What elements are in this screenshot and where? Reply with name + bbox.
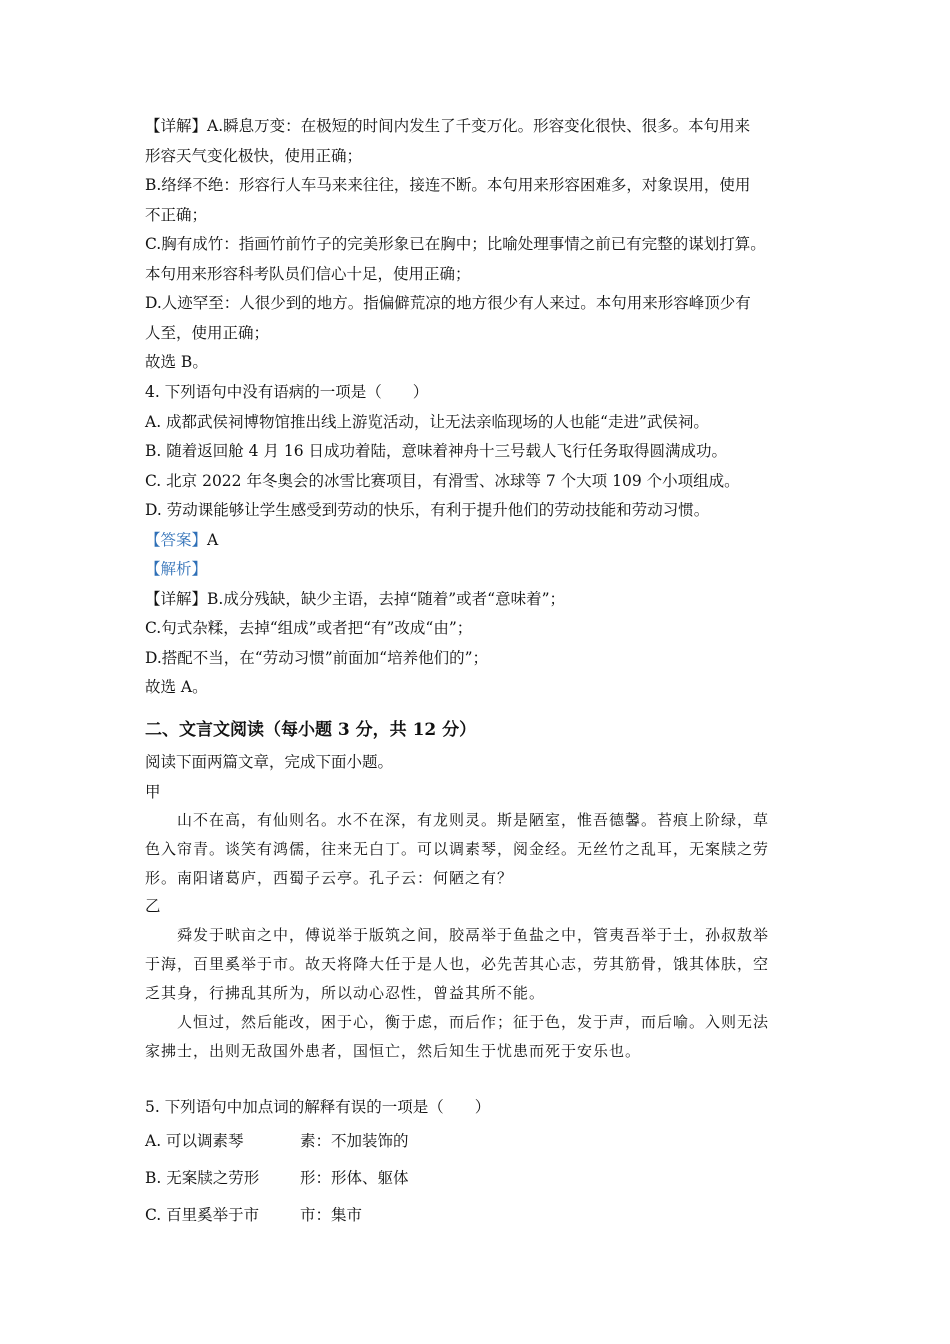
passage-jia (145, 806, 815, 893)
option-meaning: 形：形体、躯体 (300, 1168, 409, 1187)
passage-yi-label-block (145, 892, 815, 922)
option-b: B. 随着返回舱 4 月 16 日成功着陆，意味着神舟十三号载人飞行任务取得圆满成功。 (145, 442, 728, 460)
answer-label: 【答案】 (145, 530, 208, 549)
detail-line: 【详解】B.成分残缺，缺少主语，去掉“随着”或者“意味着”； (145, 589, 566, 608)
option-d: D. 劳动课能够让学生感受到劳动的快乐，有利于提升他们的劳动技能和劳动习惯。 (145, 501, 710, 519)
option-a: A. 成都武侯祠博物馆推出线上游览活动，让无法亲临现场的人也能“走进”武侯祠。 (145, 412, 709, 431)
detail-line: 故选 A。 (145, 678, 208, 696)
option-c: C. 北京 2022 年冬奥会的冰雪比赛项目，有滑雪、冰球等 7 个大项 109 个小项组成。 (145, 471, 740, 490)
question-4 (145, 378, 815, 703)
detail-line: D.搭配不当，在“劳动习惯”前面加“培养他们的”； (145, 648, 488, 667)
detail-line: C.句式杂糅，去掉“组成”或者把“有”改成“由”； (145, 619, 473, 637)
reading-instruction: 阅读下面两篇文章，完成下面小题。 (145, 753, 394, 771)
passage-jia-label: 甲 (145, 782, 161, 801)
option-meaning: 市：集市 (300, 1205, 363, 1224)
option-phrase: B. 无案牍之劳形 (145, 1168, 260, 1187)
passage-line: 形。南阳诸葛庐，西蜀子云亭。孔子云：何陋之有？ (145, 869, 514, 887)
analysis-line: 【详解】A.瞬息万变：在极短的时间内发生了千变万化。形容变化很快、很多。本句用来 (145, 117, 751, 135)
analysis-line: B.络绎不绝：形容行人车马来来往往，接连不断。本句用来形容困难多，对象误用，使用 (145, 176, 751, 194)
option-phrase: C. 百里奚举于市 (145, 1205, 260, 1224)
passage-line: 色入帘青。谈笑有鸿儒，往来无白丁。可以调素琴，阅金经。无丝竹之乱耳，无案牍之劳 (145, 840, 770, 858)
analysis-line: D.人迹罕至：人很少到的地方。指偏僻荒凉的地方很少有人来过。本句用来形容峰顶少有 (145, 294, 751, 312)
option-b (145, 1160, 815, 1197)
analysis-label: 【解析】 (145, 560, 208, 578)
passage-line: 山不在高，有仙则名。水不在深，有龙则灵。斯是陋室，惟吾德馨。苔痕上阶绿，草 (177, 811, 770, 829)
analysis-line: 形容天气变化极快，使用正确； (145, 146, 363, 165)
option-a (145, 1123, 815, 1160)
reading-instruction-block (145, 748, 815, 807)
analysis-line: C.胸有成竹：指画竹前竹子的完美形象已在胸中；比喻处理事情之前已有完整的谋划打算。 (145, 235, 766, 253)
analysis-line: 本句用来形容科考队员们信心十足，使用正确； (145, 264, 471, 283)
answer-value: A (207, 530, 219, 549)
question-5 (145, 1093, 815, 1234)
analysis-line: 人至，使用正确； (145, 323, 270, 342)
passage-yi (145, 921, 815, 1066)
option-c (145, 1197, 815, 1234)
option-phrase: A. 可以调素琴 (145, 1131, 244, 1150)
section-title: 二、文言文阅读（每小题 3 分，共 12 分） (145, 720, 477, 740)
passage-line: 于海，百里奚举于市。故天将降大任于是人也，必先苦其心志，劳其筋骨，饿其体肤，空 (145, 955, 770, 973)
passage-line: 家拂士，出则无敌国外患者，国恒亡，然后知生于忧患而死于安乐也。 (145, 1042, 642, 1060)
option-meaning: 素：不加装饰的 (300, 1131, 409, 1150)
passage-line: 乏其身，行拂乱其所为，所以动心忍性，曾益其所不能。 (145, 984, 546, 1002)
passage-line: 舜发于畎亩之中，傅说举于版筑之间，胶鬲举于鱼盐之中，管夷吾举于士，孙叔敖举 (177, 926, 770, 944)
passage-line: 人恒过，然后能改，困于心，衡于虑，而后作；征于色，发于声，而后喻。入则无法 (177, 1013, 770, 1031)
answer-line (145, 526, 815, 556)
question-stem: 4. 下列语句中没有语病的一项是（ ） (145, 383, 429, 401)
question-stem: 5. 下列语句中加点词的解释有误的一项是（ ） (145, 1098, 491, 1116)
analysis-line: 故选 B。 (145, 353, 208, 371)
analysis-line: 不正确； (145, 205, 208, 224)
q3-analysis (145, 112, 815, 378)
passage-yi-label: 乙 (145, 897, 161, 915)
